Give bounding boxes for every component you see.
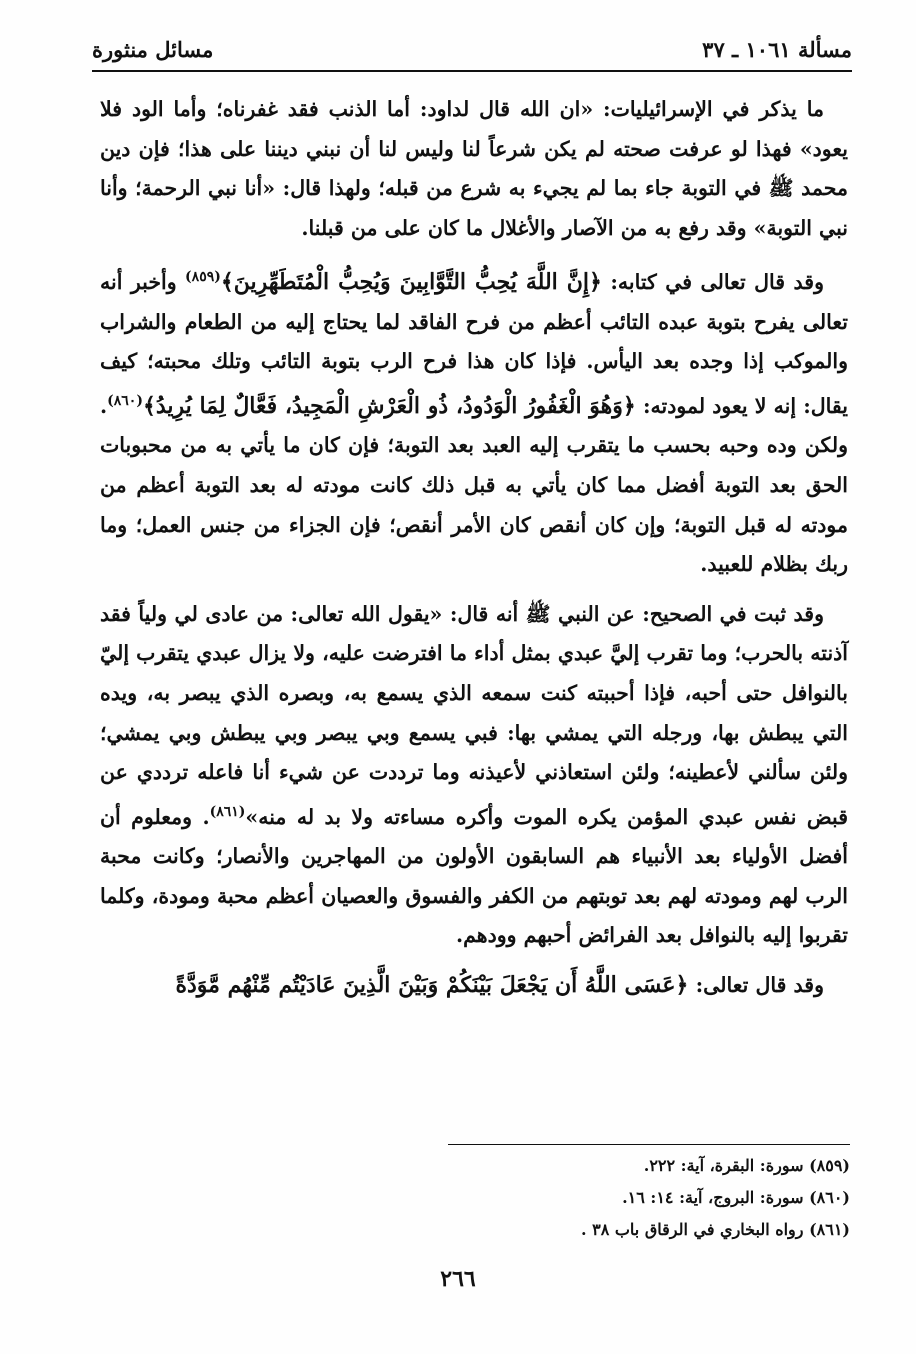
header-book-title: مسائل منثورة <box>92 36 214 62</box>
paragraph <box>100 90 848 248</box>
footnote: (٨٥٩) سورة: البقرة، آية: ٢٢٢. <box>643 1156 850 1175</box>
footnote-ref: (٨٦١) <box>209 803 246 820</box>
footnote-ref: (٨٥٩) <box>185 269 221 286</box>
page-number: ٢٦٦ <box>440 1266 476 1292</box>
text-run: . ولكن وده وحبه بحسب ما يتقرب إليه العبد بعد التوبة؛ فإن كان ما يأتي به من محبوبات الحق بعد التوبة أفضل مما كان يأتي به قبل ذلك كانت مودته له بعد التوبة أعظم من مودته له قبل التوبة؛ وإن كان أنقص كان الأمر أنقص؛ فإن الجزاء من جنس العمل؛ وما ربك بظلام للعبيد. <box>100 393 848 577</box>
header-section: مسألة ١٠٦١ ـ ٣٧ <box>702 36 852 62</box>
header-divider <box>92 70 852 72</box>
text-run: . ومعلوم أن أفضل الأولياء بعد الأنبياء هم السابقون الأولون من المهاجرين والأنصار؛ وكانت محبة الرب لهم ومودته لهم بعد توبتهم من الكفر والفسوق والعصيان أعظم محبة ومودة، وكلما تقربوا إليه بالنوافل بعد الفرائض أحبهم وودهم. <box>100 804 848 948</box>
footnotes <box>420 1150 850 1246</box>
main-text <box>100 90 848 1016</box>
text-run: وقد ثبت في الصحيح: عن النبي ﷺ أنه قال: «يقول الله تعالى: من عادى لي ولياً فقد آذنته بالحرب؛ وما تقرب إليَّ عبدي بمثل أداء ما افترضت عليه، ولا يزال عبدي يتقرب إليّ بالنوافل حتى أحبه، فإذا أحببته كنت سمعه الذي يسمع به، وبصره الذي يبصر به، ويده التي يبطش بها، ورجله التي يمشي بها: فبي يسمع وبي يبصر وبي يبطش وبي يمشي؛ ولئن سألني لأعطينه؛ ولئن استعاذني لأعيذنه وما ترددت عن شيء أنا فاعله ترددي عن قبض نفس عبدي المؤمن يكره الموت وأكره مساءته ولا بد له منه» <box>100 601 848 829</box>
quran-verse: ﴿عَسَى اللَّهُ أَن يَجْعَلَ بَيْنَكُمْ وَبَيْنَ الَّذِينَ عَادَيْتُم مِّنْهُم مَّوَدَّةً <box>175 971 689 998</box>
running-header <box>92 30 852 68</box>
text-run: وقد قال تعالى: <box>688 972 824 997</box>
footnote: (٨٦١) رواه البخاري في الرقاق باب ٣٨ . <box>580 1220 850 1239</box>
footnote-ref: (٨٦٠) <box>107 392 143 409</box>
text-run: وقد قال تعالى في كتابه: <box>601 270 824 295</box>
quran-verse: ﴿وَهُوَ الْغَفُورُ الْوَدُودُ، ذُو الْعَرْشِ الْمَجِيدُ، فَعَّالٌ لِمَا يُرِيدُ﴾ <box>142 392 636 419</box>
paragraph <box>100 595 848 956</box>
text-run: وأخبر أنه تعالى يفرح بتوبة عبده التائب أعظم من فرح الفاقد لما يحتاج إليه من الطعام والشراب والموكب إذا وجده بعد اليأس. فإذا كان هذا فرح الرب بتوبة التائب وتلك محبته؛ كيف يقال: إنه لا يعود لمودته: <box>100 270 848 418</box>
footnote: (٨٦٠) سورة: البروج، آية: ١٤: ١٦. <box>622 1188 850 1207</box>
paragraph <box>100 966 848 1006</box>
quran-verse: ﴿إِنَّ اللَّهَ يُحِبُّ التَّوَّابِينَ وَيُحِبُّ الْمُتَطَهِّرِينَ﴾ <box>220 269 602 296</box>
footnote-divider <box>448 1144 850 1145</box>
text-run: ما يذكر في الإسرائيليات: «ان الله قال لداود: أما الذنب فقد غفرناه؛ وأما الود فلا يعود» فهذا لو عرفت صحته لم يكن شرعاً لنا وليس لنا أن نبني ديننا على هذا؛ فإن دين محمد ﷺ في التوبة جاء بما لم يجيء به شرع من قبله؛ ولهذا قال: «أنا نبي الرحمة؛ وأنا نبي التوبة» وقد رفع به من الآصار والأغلال ما كان على من قبلنا. <box>100 97 848 240</box>
paragraph <box>100 258 848 584</box>
